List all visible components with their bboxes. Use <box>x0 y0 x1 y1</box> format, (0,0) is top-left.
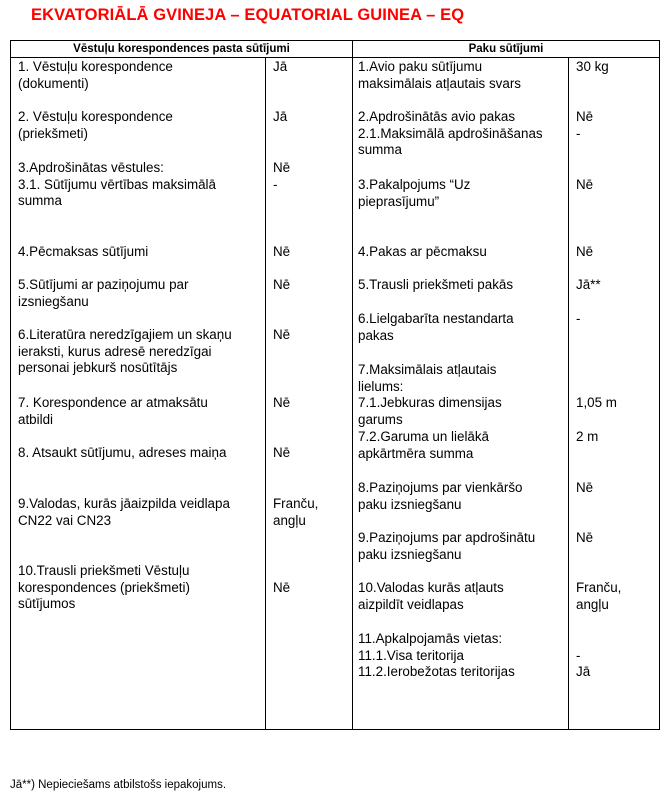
letters-item-label-line: 3.1. Sūtījumu vērtības maksimālā <box>18 176 216 192</box>
letters-item-label-line: (dokumenti) <box>18 75 89 91</box>
parcels-item-label-line: pieprasījumu” <box>358 193 440 209</box>
letters-item-label <box>18 395 208 428</box>
parcels-item-label <box>358 177 470 210</box>
parcels-value-divider <box>568 57 569 729</box>
letters-item-value <box>273 109 287 126</box>
letters-item-label-line: 7. Korespondence ar atmaksātu <box>18 395 208 410</box>
parcels-item-label-line: 11.Apkalpojamās vietas: <box>358 631 503 646</box>
letters-item-label-line: (priekšmeti) <box>18 125 88 141</box>
letters-item-label-line: 1. Vēstuļu korespondence <box>18 59 173 74</box>
parcels-item-label <box>358 580 504 613</box>
letters-item-value-line: Nē <box>273 579 291 595</box>
page-title: EKVATORIĀLĀ GVINEJA – EQUATORIAL GUINEA – EQ <box>31 6 465 24</box>
parcels-item-label <box>358 631 515 681</box>
parcels-item-label-line: 6.Lielgabarīta nestandarta <box>358 311 514 326</box>
services-table <box>10 40 660 730</box>
letters-item-value-line: Jā <box>273 109 288 124</box>
letters-item-value <box>273 445 290 462</box>
parcels-item-label-line: 11.2.Ierobežotas teritorijas <box>358 664 515 680</box>
footnote: Jā**) Nepieciešams atbilstošs iepakojums. <box>10 779 227 791</box>
parcels-item-label-line: paku izsniegšanu <box>358 496 462 512</box>
letters-item-label-line: 9.Valodas, kurās jāaizpilda veidlapa <box>18 496 230 511</box>
letters-item-value-line: Franču, <box>273 496 319 511</box>
parcels-item-label-line: 1.Avio paku sūtījumu <box>358 59 483 74</box>
parcels-item-label-line: lielums: <box>358 378 404 394</box>
parcels-item-label-line: apkārtmēra summa <box>358 445 474 461</box>
letters-item-label <box>18 327 232 377</box>
parcels-item-label-line: summa <box>358 142 402 158</box>
letters-item-label <box>18 445 226 462</box>
letters-item-value-line: - <box>273 176 278 192</box>
parcels-item-value-line: Nē <box>576 244 594 259</box>
letters-item-label <box>18 109 173 142</box>
parcels-item-label-line: 2.Apdrošinātās avio pakas <box>358 109 516 124</box>
letters-item-label-line: 6.Literatūra neredzīgajiem un skaņu <box>18 327 232 342</box>
parcels-item-value-line: 1,05 m <box>576 395 617 411</box>
parcels-item-value <box>576 530 593 547</box>
parcels-item-value-line <box>576 362 617 379</box>
parcels-item-value <box>576 277 601 294</box>
letters-item-label <box>18 59 173 92</box>
parcels-item-value-line: Jā** <box>576 277 601 292</box>
parcels-item-label-line: 8.Paziņojums par vienkāršo <box>358 480 523 495</box>
parcels-item-label-line: 3.Pakalpojums “Uz <box>358 177 471 192</box>
letters-item-value <box>273 496 318 529</box>
parcels-header: Paku sūtījumi <box>468 43 544 55</box>
parcels-item-label-line: 9.Paziņojums par apdrošinātu <box>358 530 536 545</box>
letters-item-value-line: Jā <box>273 59 288 74</box>
parcels-item-value-line: 30 kg <box>576 59 609 74</box>
parcels-item-label-line: 7.1.Jebkuras dimensijas <box>358 395 502 411</box>
letters-item-value <box>273 277 290 294</box>
letters-item-label-line: personai jebkurš nosūtītājs <box>18 360 178 376</box>
parcels-item-value-line: angļu <box>576 596 609 612</box>
letters-item-value <box>273 244 290 261</box>
parcels-item-label-line: garums <box>358 412 403 428</box>
parcels-item-label-line: 7.Maksimālais atļautais <box>358 362 497 377</box>
letters-item-value-line: Nē <box>273 395 291 410</box>
parcels-item-label <box>358 109 543 159</box>
letters-item-label-line: summa <box>18 193 62 209</box>
parcels-item-label-line: 10.Valodas kurās atļauts <box>358 580 504 595</box>
parcels-item-label-line: pakas <box>358 327 394 343</box>
letters-item-label-line: izsniegšanu <box>18 293 89 309</box>
parcels-item-value-line: - <box>576 311 581 326</box>
parcels-item-label <box>358 480 523 513</box>
letters-item-label-line: 5.Sūtījumi ar paziņojumu par <box>18 277 189 292</box>
parcels-item-value <box>576 480 593 497</box>
letters-item-value-line: Nē <box>273 327 291 342</box>
letters-item-label-line: 2. Vēstuļu korespondence <box>18 109 173 124</box>
letters-value-divider <box>265 57 266 729</box>
letters-item-value-line <box>273 563 290 580</box>
letters-item-label-line: 8. Atsaukt sūtījumu, adreses maiņa <box>18 445 227 460</box>
parcels-item-value-line <box>576 631 590 648</box>
letters-item-value-line: Nē <box>273 445 291 460</box>
parcels-item-value-line: Nē <box>576 530 594 545</box>
parcels-item-value-line: 2 m <box>576 428 599 444</box>
parcels-item-label <box>358 362 502 462</box>
parcels-item-label <box>358 530 535 563</box>
parcels-item-value <box>576 244 593 261</box>
parcels-item-value <box>576 59 609 76</box>
letters-item-label-line: ieraksti, kurus adresē neredzīgai <box>18 343 212 359</box>
letters-item-value <box>273 160 290 193</box>
parcels-item-value <box>576 631 590 681</box>
parcels-item-value-line <box>576 412 617 429</box>
parcels-item-value <box>576 109 593 142</box>
parcels-item-label-line: maksimālais atļautais svars <box>358 75 521 91</box>
section-divider <box>352 41 353 729</box>
parcels-item-value-line: Franču, <box>576 580 622 595</box>
letters-item-value <box>273 59 287 76</box>
letters-item-label-line: atbildi <box>18 411 53 427</box>
parcels-item-label-line: 7.2.Garuma un lielākā <box>358 428 490 444</box>
parcels-item-value-line: Nē <box>576 177 594 192</box>
header-divider <box>11 57 659 58</box>
parcels-item-value <box>576 580 621 613</box>
letters-item-label-line: 3.Apdrošinātas vēstules: <box>18 160 164 175</box>
parcels-item-label-line: 2.1.Maksimālā apdrošināšanas <box>358 125 543 141</box>
letters-item-label <box>18 160 216 210</box>
parcels-item-label-line: 11.1.Visa teritorija <box>358 647 464 663</box>
parcels-item-label <box>358 277 513 294</box>
parcels-item-value <box>576 177 593 194</box>
letters-item-label <box>18 563 190 613</box>
parcels-item-label <box>358 311 514 344</box>
parcels-item-label-line: paku izsniegšanu <box>358 546 462 562</box>
letters-item-label <box>18 244 148 261</box>
parcels-item-value-line: - <box>576 647 581 663</box>
parcels-item-value <box>576 362 617 445</box>
letters-item-label-line: sūtījumos <box>18 596 76 612</box>
letters-item-value-line: Nē <box>273 244 291 259</box>
parcels-item-label-line: aizpildīt veidlapas <box>358 596 464 612</box>
parcels-item-label <box>358 244 487 261</box>
parcels-item-value <box>576 311 580 328</box>
parcels-item-label-line: 4.Pakas ar pēcmaksu <box>358 244 487 259</box>
letters-header: Vēstuļu korespondences pasta sūtījumi <box>73 43 290 55</box>
letters-item-value <box>273 327 290 344</box>
parcels-item-value-line: Nē <box>576 480 594 495</box>
parcels-item-label <box>358 59 521 92</box>
letters-item-value-line: angļu <box>273 512 306 528</box>
letters-item-label <box>18 496 230 529</box>
letters-item-label-line: 4.Pēcmaksas sūtījumi <box>18 244 149 259</box>
letters-item-value <box>273 563 290 596</box>
parcels-item-value-line: Nē <box>576 109 594 124</box>
parcels-item-value-line: Jā <box>576 664 591 680</box>
letters-item-label-line: CN22 vai CN23 <box>18 512 112 528</box>
letters-item-value-line: Nē <box>273 160 291 175</box>
letters-item-label-line: 10.Trausli priekšmeti Vēstuļu <box>18 563 190 578</box>
parcels-item-label-line: 5.Trausli priekšmeti pakās <box>358 277 514 292</box>
letters-item-value-line: Nē <box>273 277 291 292</box>
parcels-item-value-line <box>576 379 617 396</box>
letters-item-label-line: korespondences (priekšmeti) <box>18 579 190 595</box>
parcels-item-value-line: - <box>576 125 581 141</box>
letters-item-label <box>18 277 188 310</box>
letters-item-value <box>273 395 290 412</box>
